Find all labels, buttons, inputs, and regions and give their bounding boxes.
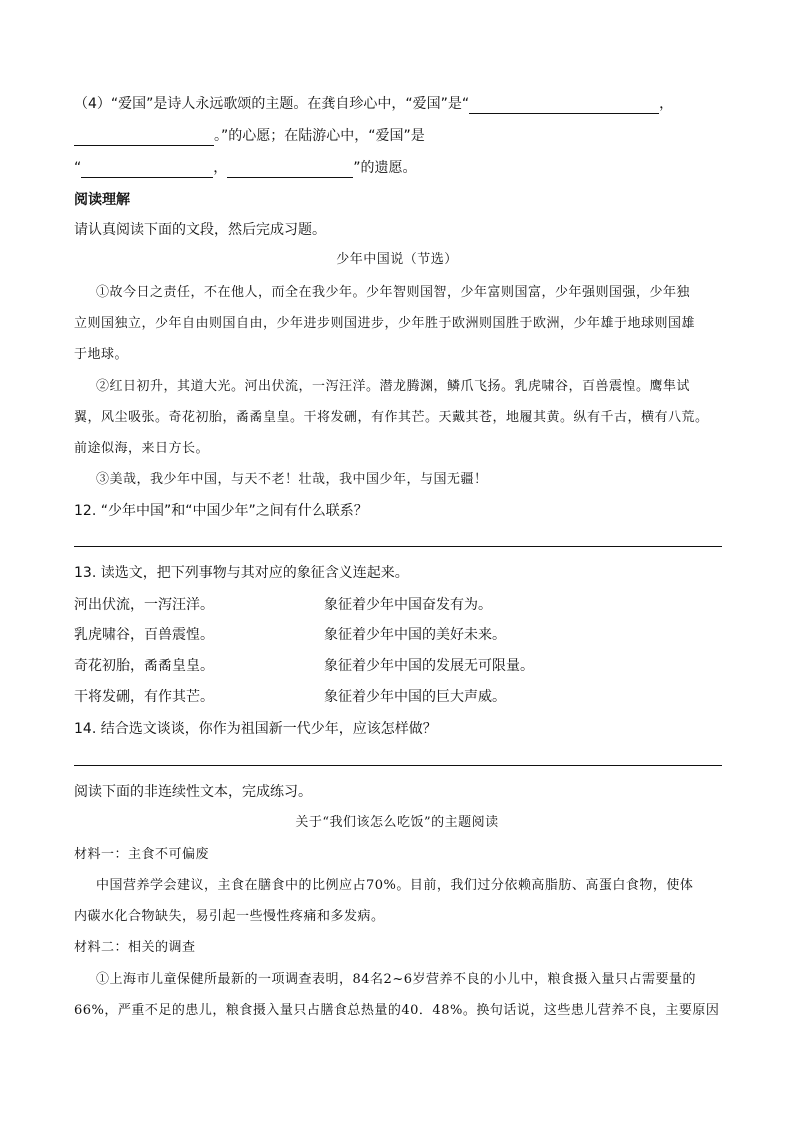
q13-right-3[interactable]: 象征着少年中国的发展无可限量。	[324, 658, 534, 674]
answer-line-12[interactable]	[74, 546, 722, 547]
q4-blank-4[interactable]	[227, 161, 353, 178]
q13-left-3[interactable]: 奇花初胎，矞矞皇皇。	[74, 658, 214, 674]
passage-para2-line3: 前途似海，来日方长。	[74, 441, 210, 456]
passage-para1-line3: 于地球。	[74, 347, 129, 362]
q4-blank-3[interactable]	[81, 161, 213, 178]
q4-line-3	[74, 158, 724, 178]
passage-para1-line2: 立则国独立，少年自由则国自由，少年进步则国进步，少年胜于欧洲则国胜于欧洲，少年雄于地球则国雄	[74, 316, 696, 331]
answer-line-14[interactable]	[74, 765, 722, 766]
material-1-label: 材料一：主食不可偏废	[74, 847, 210, 862]
q4-text-6: ”的遗愿。	[353, 160, 417, 176]
question-12: 12. “少年中国”和“中国少年”之间有什么联系？	[74, 503, 368, 519]
material-2-label: 材料二：相关的调查	[74, 940, 196, 955]
q13-left-4[interactable]: 干将发硎，有作其芒。	[74, 689, 214, 705]
material-2-line1: ①上海市儿童保健所最新的一项调查表明，84名2~6岁营养不良的小儿中，粮食摄入量只占需要量的	[96, 972, 696, 987]
reading-intro: 请认真阅读下面的文段，然后完成习题。	[74, 222, 326, 238]
section-heading: 阅读理解	[74, 192, 130, 208]
q13-left-2[interactable]: 乳虎啸谷，百兽震惶。	[74, 627, 214, 643]
question-13: 13. 读选文，把下列事物与其对应的象征含义连起来。	[74, 565, 409, 581]
q13-left-1[interactable]: 河出伏流，一泻汪洋。	[74, 597, 214, 613]
material-1-line2: 内碳水化合物缺失，易引起一些慢性疼痛和多发病。	[74, 909, 385, 924]
passage-para2-line1: ②红日初升，其道大光。河出伏流，一泻汪洋。潜龙腾渊，鳞爪飞扬。乳虎啸谷，百兽震惶。鹰隼试	[96, 379, 691, 394]
q4-line-2	[74, 126, 724, 146]
passage-para1-line1: ①故今日之责任，不在他人，而全在我少年。少年智则国智，少年富则国富，少年强则国强，少年独	[96, 285, 691, 300]
material-2-line2: 66%，严重不足的患儿，粮食摄入量只占膳食总热量的40．48%。换句话说，这些患儿营养不良，主要原因	[74, 1003, 720, 1018]
q4-line-1	[74, 94, 724, 114]
q4-text-5: ，	[213, 160, 228, 176]
q4-text-1: （4）“爱国”是诗人永远歌颂的主题。在龚自珍心中，“爱国”是“	[74, 96, 470, 112]
q4-text-2: ，	[659, 96, 674, 112]
nonlinear-intro: 阅读下面的非连续性文本，完成练习。	[74, 784, 312, 800]
question-14: 14. 结合选文谈谈，你作为祖国新一代少年，应该怎样做？	[74, 721, 437, 737]
q13-right-2[interactable]: 象征着少年中国的美好未来。	[324, 627, 506, 643]
q4-blank-2[interactable]	[74, 129, 214, 146]
q4-blank-1[interactable]	[469, 97, 659, 114]
q13-right-4[interactable]: 象征着少年中国的巨大声威。	[324, 689, 506, 705]
material-1-line1: 中国营养学会建议，主食在膳食中的比例应占70%。目前，我们过分依赖高脂肪、高蛋白食物，使体	[96, 878, 694, 893]
q4-text-3: 。”的心愿；在陆游心中，“爱国”是	[214, 128, 425, 144]
passage-para3: ③美哉，我少年中国，与天不老！壮哉，我中国少年，与国无疆！	[96, 472, 488, 487]
nonlinear-title: 关于“我们该怎么吃饭”的主题阅读	[295, 815, 499, 830]
passage-title: 少年中国说（节选）	[336, 252, 458, 267]
q13-right-1[interactable]: 象征着少年中国奋发有为。	[324, 597, 492, 613]
passage-para2-line2: 翼，风尘吸张。奇花初胎，矞矞皇皇。干将发硎，有作其芒。天戴其苍，地履其黄。纵有千古，横有八荒。	[74, 410, 709, 425]
q4-text-4: “	[74, 160, 82, 176]
